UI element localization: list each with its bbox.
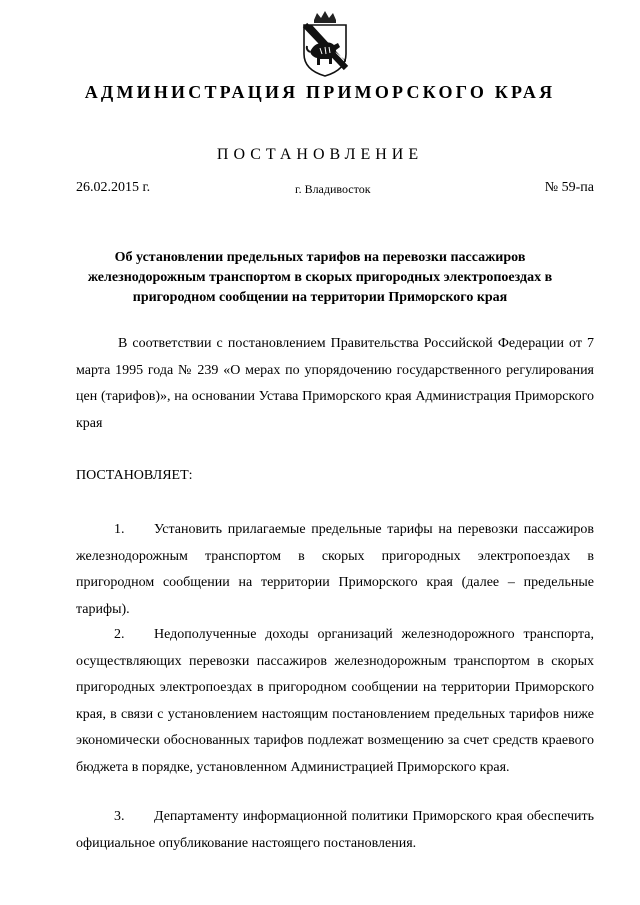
decree-word: ПОСТАНОВЛЯЕТ:	[76, 468, 193, 483]
item-text: Установить прилагаемые предельные тарифы на перевозки пассажиров железнодорожным транспортом в скорых пригородных электропоездах в пригородном сообщении на территории Приморского края (далее – предельные тарифы).	[76, 522, 594, 617]
decree-item	[76, 804, 594, 857]
decree-item	[76, 622, 594, 781]
document-place: г. Владивосток	[295, 182, 371, 196]
decree-item	[76, 517, 594, 623]
item-number: 1.	[114, 522, 125, 537]
preamble-paragraph: В соответствии с постановлением Правительства Российской Федерации от 7 марта 1995 года № 239 «О мерах по упорядочению государственного регулирования цен (тарифов)», на основании Устава Приморского края Администрация Приморского края	[76, 336, 594, 431]
organization-title: АДМИНИСТРАЦИЯ ПРИМОРСКОГО КРАЯ	[84, 82, 556, 102]
item-text: Департаменту информационной политики Приморского края обеспечить официальное опубликование настоящего постановления.	[76, 809, 594, 851]
document-date: 26.02.2015 г.	[76, 180, 151, 195]
coat-of-arms-icon	[300, 10, 350, 78]
document-subject: Об установлении предельных тарифов на перевозки пассажиров железнодорожным транспортом в скорых пригородных электропоездах в пригородном сообщении на территории Приморского края	[87, 250, 553, 305]
document-type-title: ПОСТАНОВЛЕНИЕ	[216, 146, 424, 163]
item-number: 2.	[114, 627, 125, 642]
item-text: Недополученные доходы организаций железнодорожного транспорта, осуществляющих перевозки пассажиров железнодорожным транспортом в скорых пригородных электропоездах в пригородном сообщении на территории Приморского края, в связи с установлением настоящим постановлением предельных тарифов ниже экономически обоснованных тарифов подлежат возмещению за счет средств краевого бюджета в порядке, установленном Администрацией Приморского края.	[76, 627, 594, 775]
item-number: 3.	[114, 809, 125, 824]
document-number: № 59-па	[544, 180, 594, 195]
